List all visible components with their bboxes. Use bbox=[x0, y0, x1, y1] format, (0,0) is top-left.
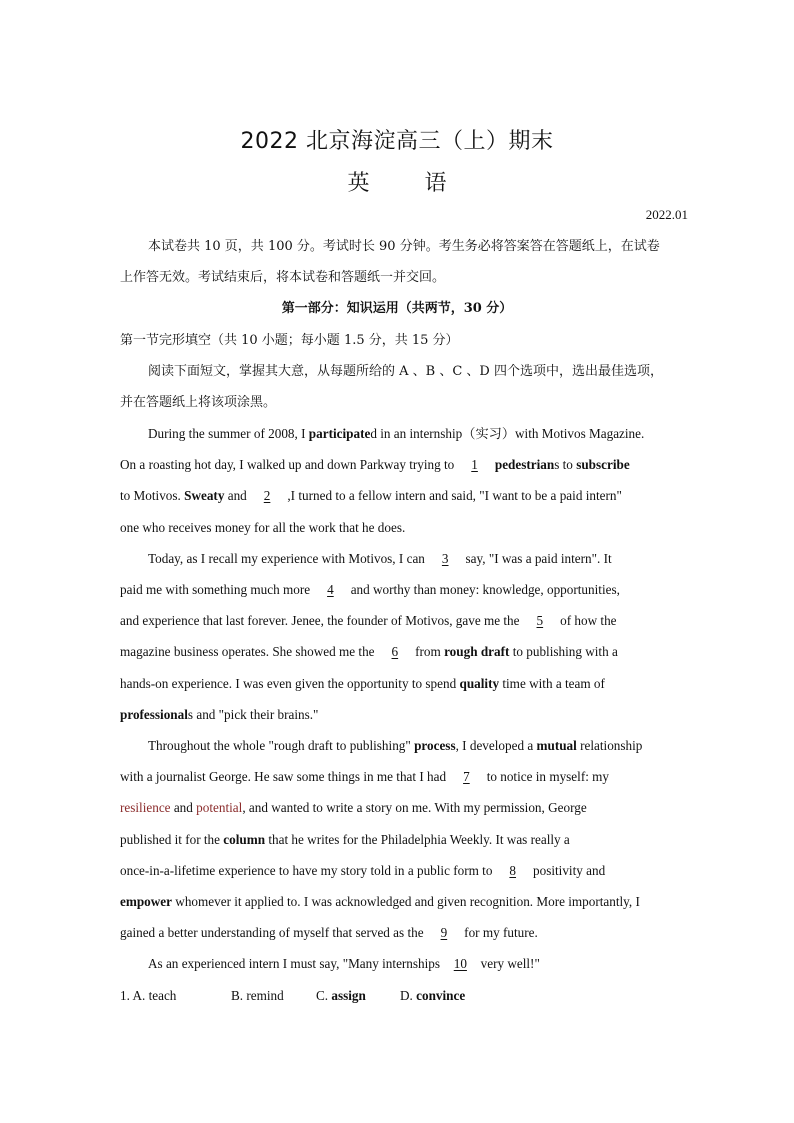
blank-1: 1 bbox=[471, 457, 478, 472]
option-b: B. remind bbox=[231, 988, 284, 1003]
option-c: C. assign bbox=[316, 988, 366, 1003]
passage-line: and experience that last forever. Jenee, the founder of Motivos, gave me the 5 of how the bbox=[120, 613, 617, 628]
passage-line: once-in-a-lifetime experience to have my story told in a public form to 8 positivity and bbox=[120, 863, 606, 878]
option-d: D. convince bbox=[400, 988, 466, 1003]
option-a: 1. A. teach bbox=[120, 988, 177, 1003]
passage-line: gained a better understanding of myself that served as the 9 for my future. bbox=[120, 925, 538, 940]
blank-6: 6 bbox=[391, 644, 399, 659]
passage-line: empower whomever it applied to. I was acknowledged and given recognition. More importantly, I bbox=[120, 894, 640, 909]
passage-line: professionals and "pick their brains." bbox=[120, 707, 319, 722]
blank-9: 9 bbox=[440, 925, 448, 940]
passage-line: published it for the column that he writes for the Philadelphia Weekly. It was really a bbox=[120, 832, 570, 847]
blank-7: 7 bbox=[463, 769, 470, 784]
passage-line: one who receives money for all the work that he does. bbox=[120, 520, 406, 535]
exam-title: 2022 北京海淀高三（上）期末 bbox=[240, 129, 554, 154]
exam-date: 2022.01 bbox=[645, 207, 688, 222]
section-title: 第一节完形填空（共 10 小题；每小题 1.5 分，共 15 分） bbox=[120, 333, 459, 348]
passage-line: magazine business operates. She showed me the 6 from rough draft to publishing with a bbox=[120, 644, 618, 659]
reading-instruction-1: 阅读下面短文，掌握其大意，从每题所给的 A 、B 、C 、D 四个选项中，选出最佳选项， bbox=[148, 364, 663, 379]
passage-line: with a journalist George. He saw some things in me that I had 7 to notice in myself: my bbox=[120, 769, 610, 784]
passage-line: hands-on experience. I was even given the opportunity to spend quality time with a team of bbox=[120, 676, 605, 691]
blank-5: 5 bbox=[536, 613, 544, 628]
subject-title: 英 语 bbox=[347, 171, 447, 196]
passage-line: As an experienced intern I must say, "Many internships 10 very well!" bbox=[148, 956, 540, 971]
instructions-line-1: 本试卷共 10 页，共 100 分。考试时长 90 分钟。考生务必将答案答在答题纸上，在试卷 bbox=[148, 239, 660, 254]
passage-line: Today, as I recall my experience with Motivos, I can 3 say, "I was a paid intern". It bbox=[148, 551, 612, 566]
blank-2: 2 bbox=[263, 488, 271, 503]
passage-line: to Motivos. Sweaty and 2 ,I turned to a fellow intern and said, "I want to be a paid intern" bbox=[120, 488, 622, 503]
question-1-options bbox=[120, 987, 676, 1005]
passage-line: During the summer of 2008, I participated in an internship（实习）with Motivos Magazine. bbox=[148, 426, 645, 441]
passage-line: resilience and potential, and wanted to write a story on me. With my permission, George bbox=[120, 800, 587, 815]
passage-line: paid me with something much more 4 and worthy than money: knowledge, opportunities, bbox=[120, 582, 620, 597]
blank-8: 8 bbox=[509, 863, 517, 878]
passage-line: Throughout the whole "rough draft to publishing" process, I developed a mutual relationship bbox=[148, 738, 643, 753]
blank-4: 4 bbox=[327, 582, 334, 597]
part-title: 第一部分：知识运用（共两节，30 分） bbox=[281, 301, 513, 316]
reading-instruction-2: 并在答题纸上将该项涂黑。 bbox=[120, 395, 277, 410]
instructions-line-2: 上作答无效。考试结束后，将本试卷和答题纸一并交回。 bbox=[120, 270, 446, 285]
blank-3: 3 bbox=[441, 551, 449, 566]
blank-10: 10 bbox=[453, 956, 467, 971]
passage-line: On a roasting hot day, I walked up and down Parkway trying to 1 pedestrians to subscribe bbox=[120, 457, 630, 472]
